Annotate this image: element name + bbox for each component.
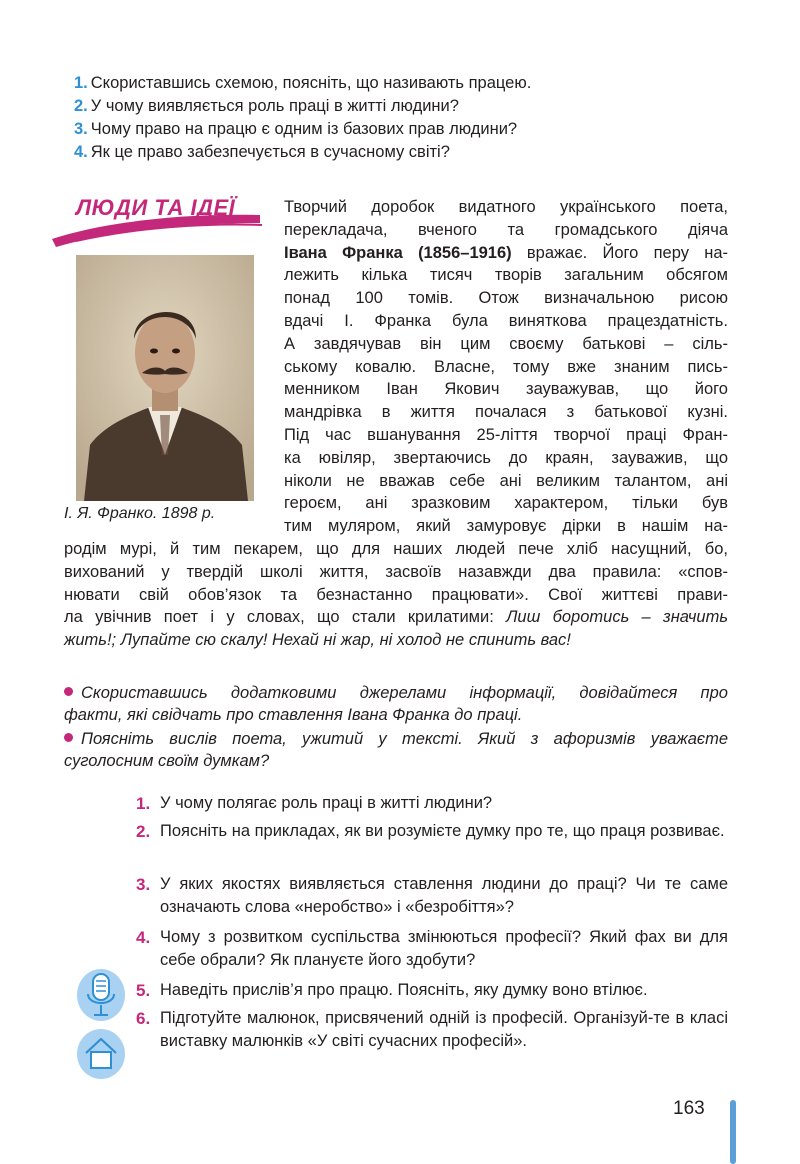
paragraph-line: перекладача, вченого та громадського діяча	[284, 220, 728, 239]
portrait-image	[76, 255, 254, 501]
question-number: 1.	[74, 74, 88, 92]
bottom-question-4	[136, 926, 728, 972]
paragraph-fragment: вражає. Його перу на-	[511, 243, 728, 262]
section-header: ЛЮДИ ТА ІДЕЇ	[76, 195, 236, 220]
question-number: 3.	[74, 120, 88, 138]
question-number: 4.	[136, 928, 151, 947]
question-text: У чому полягає роль праці в житті людини?	[160, 794, 493, 812]
paragraph-line: менником Іван Якович зауважував, що його	[284, 380, 728, 399]
top-question-1	[74, 72, 531, 94]
paragraph-line: героєм, ані зразковим характером, тільки був	[284, 494, 728, 513]
paragraph-full-width	[64, 538, 728, 652]
page-edge-bar	[730, 1100, 736, 1164]
question-text: Поясніть на прикладах, як ви розумієте думку про те, що праця розвиває.	[160, 822, 725, 840]
task-item	[64, 682, 728, 726]
paragraph-line: вдачі І. Франка була виняткова працездатність.	[284, 311, 728, 330]
paragraph-line	[64, 606, 728, 629]
question-text: Як це право забезпечується в сучасному світі?	[90, 143, 450, 161]
paragraph-line: вихований у твердій школі життя, засвоїв назавжди два правила: «спов-	[64, 562, 728, 581]
top-question-2	[74, 95, 459, 117]
question-number: 4.	[74, 143, 88, 161]
question-text: Чому право на працю є одним із базових прав людини?	[90, 120, 518, 138]
bottom-question-3	[136, 873, 728, 919]
paragraph-line: лежить кілька тисяч творів загальним обсягом	[284, 266, 728, 285]
bottom-question-1	[136, 792, 728, 815]
question-text: Чому з розвитком суспільства змінюються професії? Який фах ви для себе обрали? Як плануєте його здобути?	[160, 928, 728, 969]
paragraph-line: тим муляром, який замуровує дірки в нашім на-	[284, 517, 728, 536]
home-icon	[76, 1028, 126, 1080]
task-text: Скориставшись додатковими джерелами інформації, довідайтеся про	[81, 684, 728, 702]
paragraph-line	[64, 629, 728, 652]
paragraph-line: ському ковалю. Власне, тому вже знаним пись-	[284, 357, 728, 376]
bottom-question-6	[136, 1007, 728, 1053]
bottom-question-2	[136, 820, 728, 843]
question-number: 5.	[136, 981, 151, 1000]
bottom-question-5	[136, 979, 728, 1002]
paragraph-line: А завдячував він цим своєму батькові – сіль-	[284, 334, 728, 353]
paragraph-line: ка ювіляр, звертаючись до краян, зауважив, що	[284, 448, 728, 467]
question-number: 2.	[74, 97, 88, 115]
top-question-3	[74, 118, 517, 140]
quote-text: Лиш боротись – значить	[506, 608, 728, 627]
top-question-4	[74, 141, 450, 163]
paragraph-line: Творчий доробок видатного українського поета,	[284, 198, 728, 216]
question-number: 3.	[136, 875, 151, 894]
task-text: факти, які свідчать про ставлення Івана Франка до праці.	[64, 706, 523, 724]
paragraph-line: понад 100 томів. Отож визначальною рисою	[284, 289, 728, 308]
paragraph-fragment: ла увічнив поет і у словах, що стали крилатими:	[64, 608, 507, 627]
question-text: Наведіть прислів’я про працю. Поясніть, яку думку воно втілює.	[160, 981, 648, 999]
paragraph-line: родім мурі, й тим пекарем, що для наших людей пече хліб насущний, бо,	[64, 540, 728, 558]
paragraph-right-column	[284, 196, 728, 538]
paragraph-line: мандрівка в життя почалася з батькової кузні.	[284, 403, 728, 422]
question-number: 6.	[136, 1009, 151, 1028]
paragraph-line	[284, 242, 728, 265]
author-name: Івана Франка (1856–1916)	[284, 243, 512, 262]
quote-text: жить!; Лупайте сю скалу! Нехай ні жар, ні холод не спинить вас!	[64, 631, 571, 650]
question-text: У чому виявляється роль праці в житті людини?	[90, 97, 459, 115]
question-text: У яких якостях виявляється ставлення людини до праці? Чи те саме означають слова «неробство» і «безробіття»?	[160, 875, 728, 916]
paragraph-line: Під час вшанування 25-ліття творчої праці Фран-	[284, 425, 728, 444]
question-text: Підготуйте малюнок, присвячений одній із професій. Організуй-те в класі виставку малюнків «У світі сучасних професій».	[160, 1009, 728, 1050]
question-number: 1.	[136, 794, 151, 813]
bullet-dot-icon	[64, 733, 73, 742]
bullet-dot-icon	[64, 687, 73, 696]
task-text: суголосним своїм думкам?	[64, 752, 270, 770]
portrait-caption: І. Я. Франко. 1898 р.	[64, 505, 216, 522]
page-number: 163	[673, 1098, 705, 1119]
task-item	[64, 728, 728, 772]
question-text: Скориставшись схемою, поясніть, що називають працею.	[90, 74, 532, 92]
question-number: 2.	[136, 822, 151, 841]
microphone-icon	[76, 968, 126, 1022]
task-text: Поясніть вислів поета, ужитий у тексті. Який з афоризмів уважаєте	[81, 730, 728, 748]
paragraph-line: нювати свій обов’язок та безнастанно працювати». Свої життєві прави-	[64, 585, 728, 604]
paragraph-line: ніколи не вважав себе ані великим талантом, ані	[284, 471, 728, 490]
